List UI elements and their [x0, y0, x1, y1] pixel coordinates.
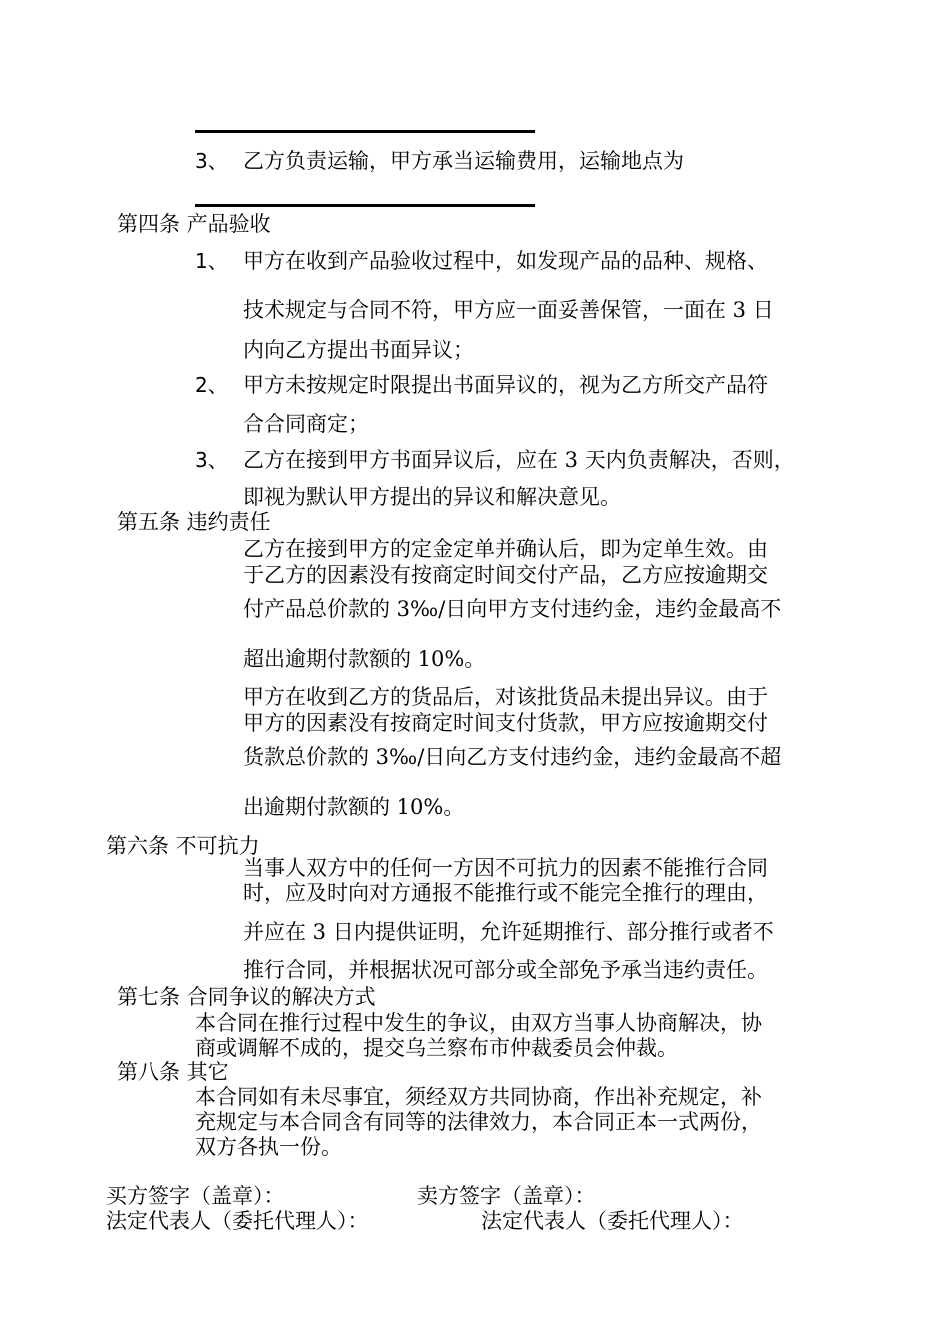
paragraph-line: 双方各执一份。	[195, 1135, 342, 1159]
item-text-line: 甲方未按规定时限提出书面异议的，视为乙方所交产品符	[243, 373, 768, 397]
paragraph-line: 推行合同，并根据状况可部分或全部免予承当违约责任。	[243, 958, 768, 982]
article-heading-8: 第八条 其它	[117, 1060, 229, 1084]
item-text-line: 合合同商定；	[243, 412, 369, 436]
blank-underline-top	[195, 130, 535, 133]
item-text-line: 技术规定与合同不符，甲方应一面妥善保管，一面在 3 日	[243, 298, 774, 322]
seller-representative-label: 法定代表人（委托代理人）：	[481, 1209, 744, 1233]
paragraph-line: 于乙方的因素没有按商定时间交付产品，乙方应按逾期交	[243, 563, 768, 587]
item-number: 1、	[195, 249, 228, 273]
paragraph-line: 充规定与本合同含有同等的法律效力，本合同正本一式两份，	[195, 1110, 762, 1134]
paragraph-line: 当事人双方中的任何一方因不可抗力的因素不能推行合同	[243, 856, 768, 880]
paragraph-line: 甲方的因素没有按商定时间支付货款，甲方应按逾期交付	[243, 711, 768, 735]
paragraph-line: 本合同在推行过程中发生的争议，由双方当事人协商解决，协	[195, 1011, 762, 1035]
item-text-line: 内向乙方提出书面异议；	[243, 338, 474, 362]
paragraph-line: 超出逾期付款额的 10%。	[243, 647, 486, 671]
blank-underline-transport	[195, 204, 535, 207]
paragraph-line: 商或调解不成的，提交乌兰察布市仲裁委员会仲裁。	[195, 1036, 678, 1060]
item-number: 2、	[195, 373, 228, 397]
paragraph-line: 并应在 3 日内提供证明，允许延期推行、部分推行或者不	[243, 920, 774, 944]
item-text-line: 即视为默认甲方提出的异议和解决意见。	[243, 485, 621, 509]
article-heading-5: 第五条 违约责任	[117, 510, 271, 534]
item-text-line: 乙方在接到甲方书面异议后，应在 3 天内负责解决，否则，	[243, 448, 795, 472]
item-number: 3、	[195, 448, 228, 472]
paragraph-line: 付产品总价款的 3‰/日向甲方支付违约金，违约金最高不	[243, 597, 782, 621]
article-heading-4: 第四条 产品验收	[117, 212, 271, 236]
buyer-signature-label: 买方签字（盖章）：	[106, 1184, 285, 1208]
paragraph-line: 出逾期付款额的 10%。	[243, 795, 465, 819]
seller-signature-label: 卖方签字（盖章）：	[417, 1184, 596, 1208]
buyer-representative-label: 法定代表人（委托代理人）：	[106, 1209, 369, 1233]
item-text: 乙方负责运输，甲方承当运输费用，运输地点为	[243, 149, 684, 173]
paragraph-line: 货款总价款的 3‰/日向乙方支付违约金，违约金最高不超	[243, 745, 782, 769]
paragraph-line: 甲方在收到乙方的货品后，对该批货品未提出异议。由于	[243, 685, 768, 709]
article-heading-7: 第七条 合同争议的解决方式	[117, 985, 376, 1009]
article-heading-6: 第六条 不可抗力	[106, 834, 260, 858]
paragraph-line: 本合同如有未尽事宜，须经双方共同协商，作出补充规定，补	[195, 1085, 762, 1109]
paragraph-line: 乙方在接到甲方的定金定单并确认后，即为定单生效。由	[243, 537, 768, 561]
item-text-line: 甲方在收到产品验收过程中，如发现产品的品种、规格、	[243, 249, 768, 273]
item-number: 3、	[195, 149, 228, 173]
paragraph-line: 时，应及时向对方通报不能推行或不能完全推行的理由，	[243, 881, 768, 905]
